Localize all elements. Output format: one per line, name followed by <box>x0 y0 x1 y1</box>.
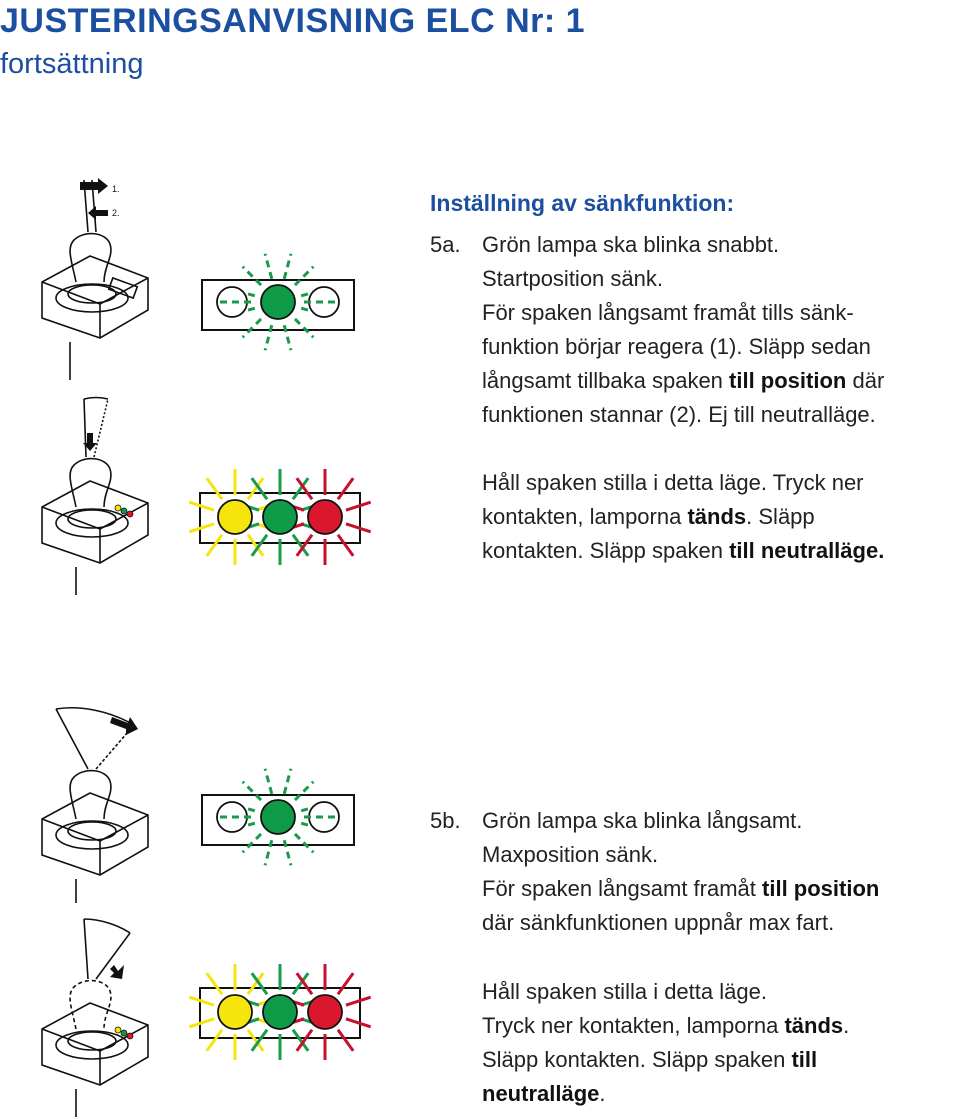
step-5a-number: 5a. <box>430 232 461 257</box>
lamp-ray <box>295 267 313 285</box>
text-run: . <box>843 1013 850 1038</box>
lamp-panel-all-on <box>170 455 385 580</box>
lamp-ray <box>207 973 222 994</box>
lamp-ray <box>265 254 272 279</box>
step-5b-hold-text <box>482 975 849 1111</box>
lamp-red <box>308 500 342 534</box>
bold-run: till neutralläge. <box>729 538 885 563</box>
lamp-green <box>261 800 295 834</box>
step-5a-line: funktionen stannar (2). Ej till neutralläge. <box>482 402 876 427</box>
hold-line <box>482 1009 849 1043</box>
lamp-yellow <box>218 995 252 1029</box>
arrow-2-label: 2. <box>112 208 120 218</box>
step-5b-text <box>430 804 880 940</box>
lamp-ray <box>265 325 272 350</box>
lamp-ray <box>207 1030 222 1051</box>
lamp-panel-all-on-2 <box>170 950 385 1075</box>
lamp-green <box>261 285 295 319</box>
lamp-yellow <box>218 500 252 534</box>
lamp-ray <box>265 840 272 865</box>
step-5b-line: där sänkfunktionen uppnår max fart. <box>482 910 835 935</box>
hold-line: Håll spaken stilla i detta läge. Tryck ner <box>482 470 864 495</box>
lamp-ray <box>284 254 291 279</box>
text-run: Släpp kontakten. Släpp spaken <box>482 1047 792 1072</box>
joystick-figure-4 <box>30 915 190 1119</box>
joystick-icon <box>42 919 148 1117</box>
lamp-panel-green-fast <box>190 240 380 360</box>
lamp-ray <box>189 502 214 510</box>
lamp-ray <box>338 478 353 499</box>
step-5a-text <box>430 228 885 432</box>
lamp-ray <box>338 1030 353 1051</box>
arrow-1-label: 1. <box>112 184 120 194</box>
hold-line: Håll spaken stilla i detta läge. <box>482 979 767 1004</box>
text-run: . <box>599 1081 606 1106</box>
lamp-ray <box>284 769 291 794</box>
page-title: JUSTERINGSANVISNING ELC Nr: 1 <box>0 2 586 40</box>
bold-run: till position <box>762 876 880 901</box>
hold-line <box>482 500 884 534</box>
step-5a-line: Startposition sänk. <box>482 266 663 291</box>
bold-run: neutralläge <box>482 1081 600 1106</box>
text-run: För spaken långsamt framåt <box>482 876 763 901</box>
joystick-figure-2 <box>30 395 190 600</box>
lamp-ray <box>189 1019 214 1027</box>
lamp-ray <box>295 834 313 852</box>
text-run: där <box>846 368 885 393</box>
lamp-ray <box>346 1019 371 1027</box>
lamp-ray <box>346 524 371 532</box>
text-run: kontakten, lamporna <box>482 504 688 529</box>
lamp-ray <box>338 973 353 994</box>
lamp-red <box>308 995 342 1029</box>
lamp-ray <box>189 997 214 1005</box>
lamp-ray <box>265 769 272 794</box>
section-heading: Inställning av sänkfunktion: <box>430 190 735 216</box>
lamp-panel-green-slow <box>190 755 380 875</box>
bold-run: till <box>791 1047 818 1072</box>
joystick-figure-1 <box>30 170 190 390</box>
step-5a-line <box>482 364 884 398</box>
text-run: Tryck ner kontakten, lamporna <box>482 1013 785 1038</box>
lamp-ray <box>243 319 261 337</box>
lamp-ray <box>243 834 261 852</box>
lamp-ray <box>207 535 222 556</box>
text-run: kontakten. Släpp spaken <box>482 538 730 563</box>
joystick-icon <box>42 398 148 596</box>
text-run: långsamt tillbaka spaken <box>482 368 730 393</box>
step-5b-line <box>482 872 879 906</box>
hold-line <box>482 1077 849 1111</box>
bold-run: tänds <box>687 504 747 529</box>
lamp-ray <box>189 524 214 532</box>
lamp-ray <box>284 840 291 865</box>
page-subtitle: fortsättning <box>0 48 144 80</box>
step-5b-line: Grön lampa ska blinka långsamt. <box>482 808 803 833</box>
lamp-ray <box>295 782 313 800</box>
lamp-ray <box>346 997 371 1005</box>
bold-run: till position <box>729 368 847 393</box>
lamp-ray <box>295 319 313 337</box>
hold-line <box>482 534 884 568</box>
lamp-ray <box>243 267 261 285</box>
lamp-ray <box>338 535 353 556</box>
joystick-figure-3 <box>30 705 190 905</box>
arrow-down-icon <box>110 965 124 979</box>
lamp-ray <box>243 782 261 800</box>
bold-run: tänds <box>784 1013 844 1038</box>
hold-line <box>482 1043 849 1077</box>
lamp-ray <box>284 325 291 350</box>
lamp-ray <box>207 478 222 499</box>
text-run: . Släpp <box>746 504 815 529</box>
lamp-green <box>263 995 297 1029</box>
step-5a-line: funktion börjar reagera (1). Släpp sedan <box>482 334 871 359</box>
step-5a-hold-text <box>482 466 884 568</box>
lamp-green <box>263 500 297 534</box>
arrow-left-icon <box>88 206 108 220</box>
step-5b-line: Maxposition sänk. <box>482 842 659 867</box>
step-5a-line: Grön lampa ska blinka snabbt. <box>482 232 780 257</box>
step-5a-line: För spaken långsamt framåt tills sänk- <box>482 300 854 325</box>
joystick-icon <box>42 708 148 903</box>
lamp-ray <box>346 502 371 510</box>
step-5b-number: 5b. <box>430 808 461 833</box>
